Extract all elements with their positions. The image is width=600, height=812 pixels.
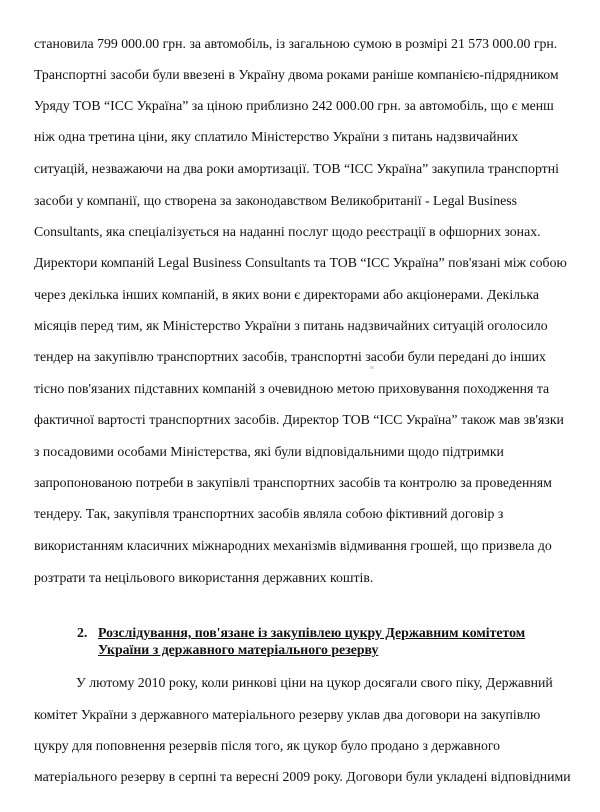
paragraph-1-line-1: становила 799 000.00 грн. за автомобіль, із загальною сумою в розмірі 21 573 000.00 грн. [34,36,558,51]
section-2-title-line-1: Розслідування, пов'язане із закупівлею цукру Державним комітетом [98,625,526,640]
paragraph-1-line-9: через декілька інших компаній, в яких вони є директорами або акціонерами. Декілька [34,287,539,302]
paragraph-1-line-4: ніж одна третина ціни, яку сплатило Міністерство України з питань надзвичайних [34,129,519,144]
paragraph-1-line-7: Consultants, яка спеціалізується на наданні послуг щодо реєстрації в офшорних зонах. [34,224,541,239]
paragraph-1-line-17: використанням класичних міжнародних механізмів відмивання грошей, що призвела до [34,538,552,553]
paragraph-2-line-2: комітет України з державного матеріального резерву уклав два договори на закупівлю [34,707,541,722]
paragraph-1-line-16: тендеру. Так, закупівля транспортних засобів являла собою фіктивний договір з [34,506,504,521]
paragraph-1-line-2: Транспортні засоби були ввезені в Україну двома роками раніше компанією-підрядником [34,67,559,82]
paragraph-1-line-18: розтрати та нецільового використання державних коштів. [34,570,374,585]
scan-speck [370,366,374,369]
section-2-title-line-2: України з державного матеріального резерву [98,642,379,657]
paragraph-1-line-15: запропонованою потреби в закупівлі транспортних засобів та контролю за проведенням [34,475,552,490]
paragraph-1-line-5: ситуацій, незважаючи на два роки амортизації. ТОВ “ICC Україна” закупила транспортні [34,161,559,176]
paragraph-1-line-12: тісно пов'язаних підставних компаній з очевидною метою приховування походження та [34,381,550,396]
paragraph-1-line-8: Директори компаній Legal Business Consultants та ТОВ “ICC Україна” пов'язані між собою [34,255,567,270]
paragraph-1-line-14: з посадовими особами Міністерства, які були відповідальними щодо підтримки [34,444,504,459]
paragraph-1-line-10: місяців перед тим, як Міністерство України з питань надзвичайних ситуацій оголосило [34,318,548,333]
paragraph-2-line-3: цукру для поповнення резервів після того, як цукор було продано з державного [34,738,501,753]
paragraph-1-line-13: фактичної вартості транспортних засобів. Директор ТОВ “ICC Україна” також мав зв'язки [34,412,564,427]
paragraph-1-line-6: засоби у компанії, що створена за законодавством Великобританії - Legal Business [34,193,517,208]
paragraph-1-line-3: Уряду ТОВ “ICC Україна” за ціною приблизно 242 000.00 грн. за автомобіль, що є менш [34,98,554,113]
paragraph-2-line-4: матеріального резерву в серпні та вересні 2009 року. Договори були укладені відповідними [34,769,571,784]
paragraph-1-line-11: тендер на закупівлю транспортних засобів, транспортні засоби були передані до інших [34,349,546,364]
paragraph-2-line-1: У лютому 2010 року, коли ринкові ціни на цукор досягали свого піку, Державний [76,675,553,690]
section-2-number: 2. [77,625,88,640]
